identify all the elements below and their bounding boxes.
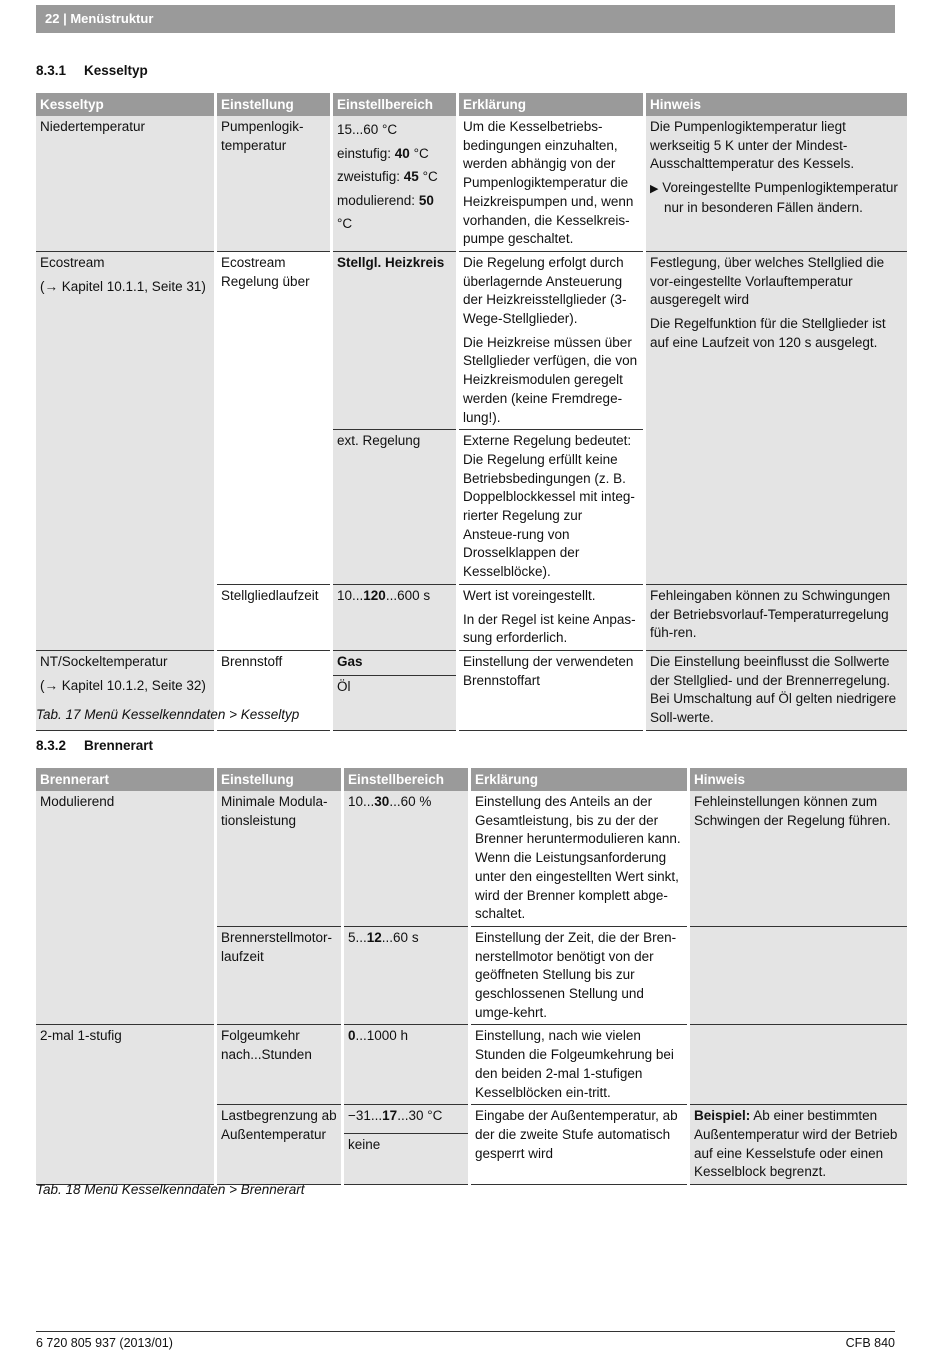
cell-text: Einstellung der Zeit, die der Bren-nerstellmotor benötigt von der geöffneten Stellung bis zur geschlossenen Stellung und umge-kehrt. — [475, 929, 677, 1020]
cell-hinweis — [690, 1024, 907, 1104]
note-text: Festlegung, über welches Stellglied die vor-eingestellte Vorlauftemperatur ausgeregelt wird — [650, 254, 885, 308]
range-max: ...30 °C — [397, 1108, 443, 1124]
product-name: CFB 840 — [845, 1336, 895, 1350]
cell-kesseltyp — [36, 116, 214, 251]
range-min: −31... — [348, 1108, 383, 1124]
range-min: 10... — [348, 794, 375, 809]
table-caption: Tab. 17 Menü Kesselkenndaten > Kesseltyp — [36, 707, 300, 722]
table-header-row — [36, 768, 907, 791]
cell-text: Öl — [337, 678, 351, 694]
range-default: 45 — [403, 169, 419, 184]
page-header — [36, 5, 895, 33]
note-text: Die Pumpenlogiktemperatur liegt werkseitig 5 K unter der Mindest-Ausschalttemperatur des Kessels. — [650, 119, 855, 172]
cell-einstellbereich — [344, 1104, 468, 1133]
cell-text: Folgeumkehr nach...Stunden — [221, 1028, 312, 1063]
range-min: 10... — [337, 587, 364, 603]
note-label: Beispiel: — [694, 1108, 751, 1124]
col-header: Einstellung — [217, 768, 341, 791]
section-number: 8.3.2 — [36, 738, 67, 753]
range-default: 120 — [363, 587, 386, 603]
cell-einstellbereich — [333, 251, 456, 429]
cell-einstellbereich — [333, 429, 456, 584]
cell-hinweis — [646, 584, 907, 650]
range-default: 17 — [382, 1108, 398, 1124]
range-default: 50 — [418, 192, 434, 208]
cell-erklaerung — [459, 116, 643, 251]
cell-text: Brennerstellmotor-laufzeit — [221, 929, 333, 964]
cell-text: Um die Kesselbetriebs-bedingungen einzuhalten, werden abhängig von der Pumpenlogiktemperatur die Heizkreispumpen und, wenn vorhanden, die Kesselkreis-pumpe geschaltet. — [463, 119, 634, 247]
cell-text: Stellgliedlaufzeit — [221, 587, 319, 603]
cell-hinweis — [646, 116, 907, 251]
table-kesseltyp — [33, 93, 910, 731]
cell-einstellbereich — [344, 1024, 468, 1104]
cell-einstellbereich — [344, 926, 468, 1025]
cell-text: Modulierend — [40, 794, 115, 809]
range-label: zweistufig: — [337, 169, 404, 184]
cell-text: Ecostream Regelung über — [221, 254, 310, 289]
cell-text: Brennstoff — [221, 653, 283, 669]
cell-hinweis — [690, 926, 907, 1025]
col-header: Einstellung — [217, 93, 330, 116]
cell-text: Wert ist voreingestellt. — [463, 587, 596, 603]
table-row — [36, 791, 907, 926]
triangle-bullet-icon: ▶ — [650, 183, 659, 196]
cell-text: keine — [348, 1137, 381, 1153]
cell-erklaerung — [459, 584, 643, 650]
range-default: 0 — [348, 1028, 356, 1044]
range-unit: °C — [418, 169, 438, 184]
col-header: Hinweis — [646, 93, 907, 116]
cell-erklaerung — [471, 791, 687, 926]
cell-einstellung — [217, 251, 330, 584]
cell-erklaerung — [459, 650, 643, 731]
range-line — [337, 165, 452, 189]
cell-text: In der Regel ist keine Anpas-sung erforderlich. — [463, 611, 636, 646]
cell-erklaerung — [471, 1024, 687, 1104]
note-text: Ab einer bestimmten Außentemperatur wird der Betrieb auf eine Kesselstufe oder einen Kesselblock begrenzt. — [694, 1108, 898, 1180]
cell-einstellung — [217, 1024, 341, 1104]
range-unit: °C — [409, 145, 429, 161]
col-header: Kesseltyp — [36, 93, 214, 116]
cell-hinweis — [690, 1104, 907, 1185]
section-title: Kesseltyp — [84, 63, 148, 78]
cell-text: Lastbegrenzung ab Außentemperatur — [221, 1108, 337, 1142]
range-default: Gas — [337, 653, 363, 669]
cell-text: Pumpenlogik-temperatur — [221, 119, 304, 153]
cell-erklaerung — [471, 926, 687, 1025]
document-number: 6 720 805 937 (2013/01) — [36, 1336, 173, 1350]
range-default: 12 — [366, 929, 382, 945]
note-text: Fehleinstellungen können zum Schwingen der Regelung führen. — [694, 794, 891, 828]
range-label: modulierend: — [337, 192, 419, 208]
col-header: Erklärung — [459, 93, 643, 116]
range-label: einstufig: — [337, 145, 395, 161]
section-heading-brennerart — [36, 738, 153, 753]
cell-text: 2-mal 1-stufig — [40, 1028, 122, 1044]
cell-text: Einstellung der verwendeten Brennstoffart — [463, 653, 634, 688]
range-default: 30 — [374, 794, 390, 809]
note-text: Fehleingaben können zu Schwingungen der Betriebsvorlauf-Temperaturregelung füh-ren. — [650, 587, 891, 641]
cell-text: Ecostream — [40, 254, 105, 270]
table-row — [36, 650, 907, 675]
range-max: ...60 s — [381, 929, 419, 945]
cell-einstellbereich — [333, 650, 456, 675]
cell-text: ext. Regelung — [337, 433, 421, 449]
note-instruction — [650, 179, 903, 217]
table-row — [36, 1024, 907, 1104]
cell-brennerart — [36, 1024, 214, 1185]
table-caption: Tab. 18 Menü Kesselkenndaten > Brennerart — [36, 1182, 305, 1197]
cell-text: Die Heizkreise müssen über Stellglieder verfügen, die von Heizkreismodulen geregelt werden (keine Fremdrege-lung!). — [463, 334, 638, 425]
col-header: Einstellbereich — [344, 768, 468, 791]
cell-einstellung — [217, 926, 341, 1025]
cell-einstellbereich — [344, 1133, 468, 1185]
note-text: Voreingestellte Pumpenlogiktemperatur nur in besonderen Fällen ändern. — [662, 180, 898, 215]
cell-text: Eingabe der Außentemperatur, ab der die zweite Stufe automatisch gesperrt wird — [475, 1108, 678, 1161]
note-text: Die Regelfunktion für die Stellglieder ist auf eine Laufzeit von 120 s ausgelegt. — [650, 316, 886, 350]
range-max: ...60 % — [389, 794, 432, 809]
section-heading-kesseltyp — [36, 63, 148, 78]
cell-erklaerung — [459, 251, 643, 429]
range-max: ...1000 h — [355, 1028, 409, 1044]
cell-text: Niedertemperatur — [40, 119, 146, 134]
cell-text: Die Regelung erfolgt durch überlagernde Ansteuerung der Heizkreisstellglieder (3-Wege-Stellglieder). — [463, 254, 627, 327]
cell-text: Minimale Modula-tionsleistung — [221, 794, 328, 828]
page-footer — [36, 1331, 895, 1350]
range-line: 15...60 °C — [337, 122, 398, 137]
range-line — [337, 142, 452, 166]
table-header-row — [36, 93, 907, 116]
col-header: Hinweis — [690, 768, 907, 791]
cell-einstellung — [217, 584, 330, 650]
cell-text: Einstellung, nach wie vielen Stunden die Folgeumkehrung bei den beiden 2-mal 1-stufigen Kesselblöcken ein-tritt. — [475, 1028, 674, 1100]
cell-einstellung — [217, 1104, 341, 1185]
cell-einstellbereich — [333, 116, 456, 251]
table-row — [36, 251, 907, 429]
table-brennerart — [33, 768, 910, 1185]
cell-hinweis — [690, 791, 907, 926]
cell-einstellung — [217, 791, 341, 926]
cell-text: NT/Sockeltemperatur — [40, 653, 168, 669]
header-text: 22 | Menüstruktur — [45, 11, 154, 26]
range-default: 40 — [394, 145, 410, 161]
cell-text: Einstellung des Anteils an der Gesamtleistung, bis zu der der Brenner heruntermodulieren kann. Wenn die Leistungsanforderung unter den eingestellten Wert sinkt, wird der Brenner komplett abge-schaltet. — [475, 794, 681, 922]
range-max: ...600 s — [385, 587, 431, 603]
cell-hinweis — [646, 251, 907, 584]
range-min: 5... — [348, 929, 367, 945]
cell-einstellbereich — [333, 675, 456, 731]
chapter-reference: (→ Kapitel 10.1.1, Seite 31) — [40, 278, 206, 294]
range-line — [337, 189, 452, 236]
table-row — [36, 116, 907, 251]
range-unit: °C — [337, 216, 353, 231]
col-header: Brennerart — [36, 768, 214, 791]
range-default: Stellgl. Heizkreis — [337, 254, 445, 270]
col-header: Erklärung — [471, 768, 687, 791]
col-header: Einstellbereich — [333, 93, 456, 116]
cell-erklaerung — [459, 429, 643, 584]
cell-einstellung — [217, 116, 330, 251]
cell-hinweis — [646, 650, 907, 731]
section-number: 8.3.1 — [36, 63, 67, 78]
cell-text: Externe Regelung bedeutet: Die Regelung erfüllt keine Betriebsbedingungen (z. B. Doppelblockkessel mit integ-rierter Regelung zur Ansteue-rung von Drosselklappen der Kesselblöcke). — [463, 433, 635, 580]
cell-erklaerung — [471, 1104, 687, 1185]
cell-kesseltyp — [36, 251, 214, 650]
chapter-reference: (→ Kapitel 10.1.2, Seite 32) — [40, 677, 206, 693]
section-title: Brennerart — [84, 738, 154, 753]
note-text: Die Einstellung beeinflusst die Sollwerte der Stellglied- und der Brennerregelung. Bei Umschaltung auf Öl gelten niedrigere Soll-werte. — [650, 653, 897, 726]
cell-brennerart — [36, 791, 214, 1024]
cell-einstellbereich — [333, 584, 456, 650]
cell-einstellbereich — [344, 791, 468, 926]
